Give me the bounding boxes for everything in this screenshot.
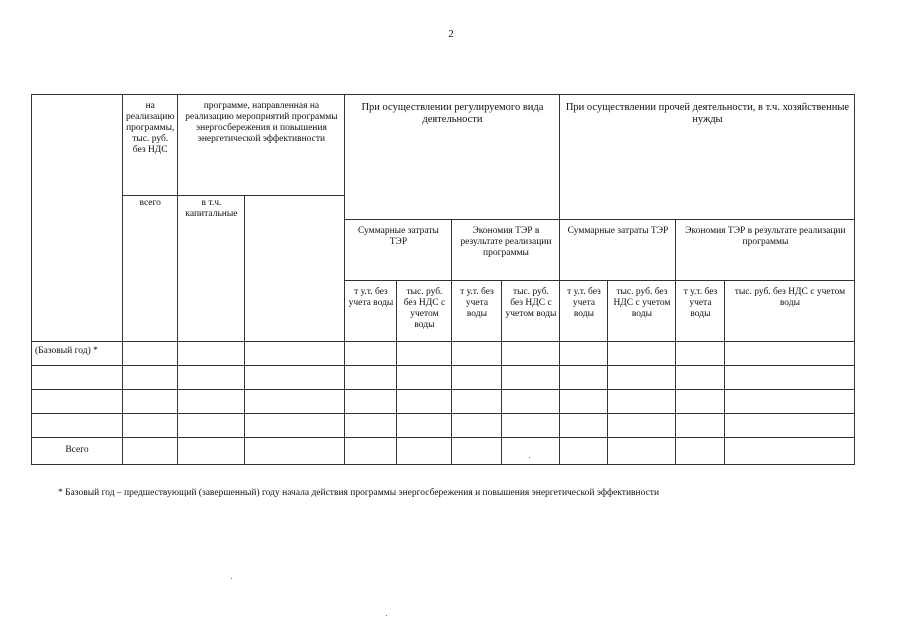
table-cell	[178, 390, 245, 414]
unit-oth-sav-rub: тыс. руб. без НДС с учетом воды	[725, 281, 855, 342]
table-cell	[452, 366, 502, 390]
table-cell	[502, 390, 560, 414]
table-cell	[178, 366, 245, 390]
table-cell	[608, 390, 676, 414]
table-cell	[452, 390, 502, 414]
table-cell	[608, 342, 676, 366]
table-cell	[397, 342, 452, 366]
table-cell	[502, 438, 560, 465]
table-cell	[676, 390, 725, 414]
table-cell	[452, 342, 502, 366]
table-cell	[245, 414, 345, 438]
table-cell	[560, 390, 608, 414]
header-reg-savings: Экономия ТЭР в результате реализации программы	[452, 220, 560, 281]
scan-speck	[231, 578, 232, 579]
page-number: 2	[448, 28, 454, 40]
unit-reg-cost-tut: т у.т. без учета воды	[345, 281, 397, 342]
table-cell	[123, 366, 178, 390]
table-row	[32, 366, 855, 390]
table-row	[32, 414, 855, 438]
table-cell	[245, 342, 345, 366]
footnote: * Базовый год – предшествующий (завершенный) году начала действия программы энергосбережения и повышения энергетической эффективности	[58, 488, 660, 498]
table-cell	[397, 366, 452, 390]
table-cell	[452, 438, 502, 465]
table-cell	[725, 438, 855, 465]
table-cell	[245, 438, 345, 465]
table-cell	[345, 342, 397, 366]
energy-savings-table	[31, 94, 855, 465]
table-cell	[32, 390, 123, 414]
table-cell	[345, 390, 397, 414]
unit-reg-cost-rub: тыс. руб. без НДС с учетом воды	[397, 281, 452, 342]
table-cell	[32, 414, 123, 438]
table-cell	[178, 438, 245, 465]
row-label-header-cell	[32, 95, 123, 342]
header-program-financing: на реализацию программы, тыс. руб. без НДС	[123, 95, 178, 196]
header-capital: в т.ч. капитальные	[178, 196, 245, 342]
row-label-total: Всего	[32, 438, 123, 465]
scan-speck	[386, 615, 387, 616]
table-cell	[123, 390, 178, 414]
table-cell	[676, 438, 725, 465]
table-cell	[502, 342, 560, 366]
table-cell	[397, 390, 452, 414]
unit-reg-sav-rub: тыс. руб. без НДС с учетом воды	[502, 281, 560, 342]
table-cell	[452, 414, 502, 438]
header-total: всего	[123, 196, 178, 342]
table-cell	[123, 438, 178, 465]
table-cell	[676, 342, 725, 366]
unit-oth-sav-tut: т у.т. без учета воды	[676, 281, 725, 342]
unit-oth-cost-tut: т у.т. без учета воды	[560, 281, 608, 342]
table-row	[32, 438, 855, 465]
header-other-activity: При осуществлении прочей деятельности, в т.ч. хозяйственные нужды	[560, 95, 855, 220]
header-reg-total-costs: Суммарные затраты ТЭР	[345, 220, 452, 281]
table-cell	[345, 438, 397, 465]
table-cell	[178, 342, 245, 366]
table-cell	[725, 366, 855, 390]
table-cell	[676, 366, 725, 390]
row-label-base-year: (Базовый год) *	[32, 342, 123, 366]
header-program-direction: программе, направленная на реализацию мероприятий программы энергосбережения и повышения энергетической эффективности	[178, 95, 345, 196]
table-cell	[608, 366, 676, 390]
table-cell	[245, 390, 345, 414]
table-cell	[123, 414, 178, 438]
table-cell	[560, 366, 608, 390]
table-cell	[502, 366, 560, 390]
header-empty-cell	[245, 196, 345, 342]
scan-speck	[529, 457, 530, 458]
table-cell	[345, 366, 397, 390]
table-cell	[397, 414, 452, 438]
table-cell	[32, 366, 123, 390]
table-cell	[608, 438, 676, 465]
table-cell	[725, 342, 855, 366]
header-oth-savings: Экономия ТЭР в результате реализации программы	[676, 220, 855, 281]
header-regulated-activity: При осуществлении регулируемого вида деятельности	[345, 95, 560, 220]
table-row	[32, 342, 855, 366]
table-cell	[502, 414, 560, 438]
unit-reg-sav-tut: т у.т. без учета воды	[452, 281, 502, 342]
table-cell	[245, 366, 345, 390]
table-cell	[397, 438, 452, 465]
table-cell	[676, 414, 725, 438]
unit-oth-cost-rub: тыс. руб. без НДС с учетом воды	[608, 281, 676, 342]
table-cell	[345, 414, 397, 438]
header-oth-total-costs: Суммарные затраты ТЭР	[560, 220, 676, 281]
table-cell	[560, 414, 608, 438]
table-cell	[178, 414, 245, 438]
table-cell	[123, 342, 178, 366]
table-cell	[725, 390, 855, 414]
table-cell	[608, 414, 676, 438]
table-cell	[560, 438, 608, 465]
table-row	[32, 390, 855, 414]
table-cell	[725, 414, 855, 438]
table-cell	[560, 342, 608, 366]
